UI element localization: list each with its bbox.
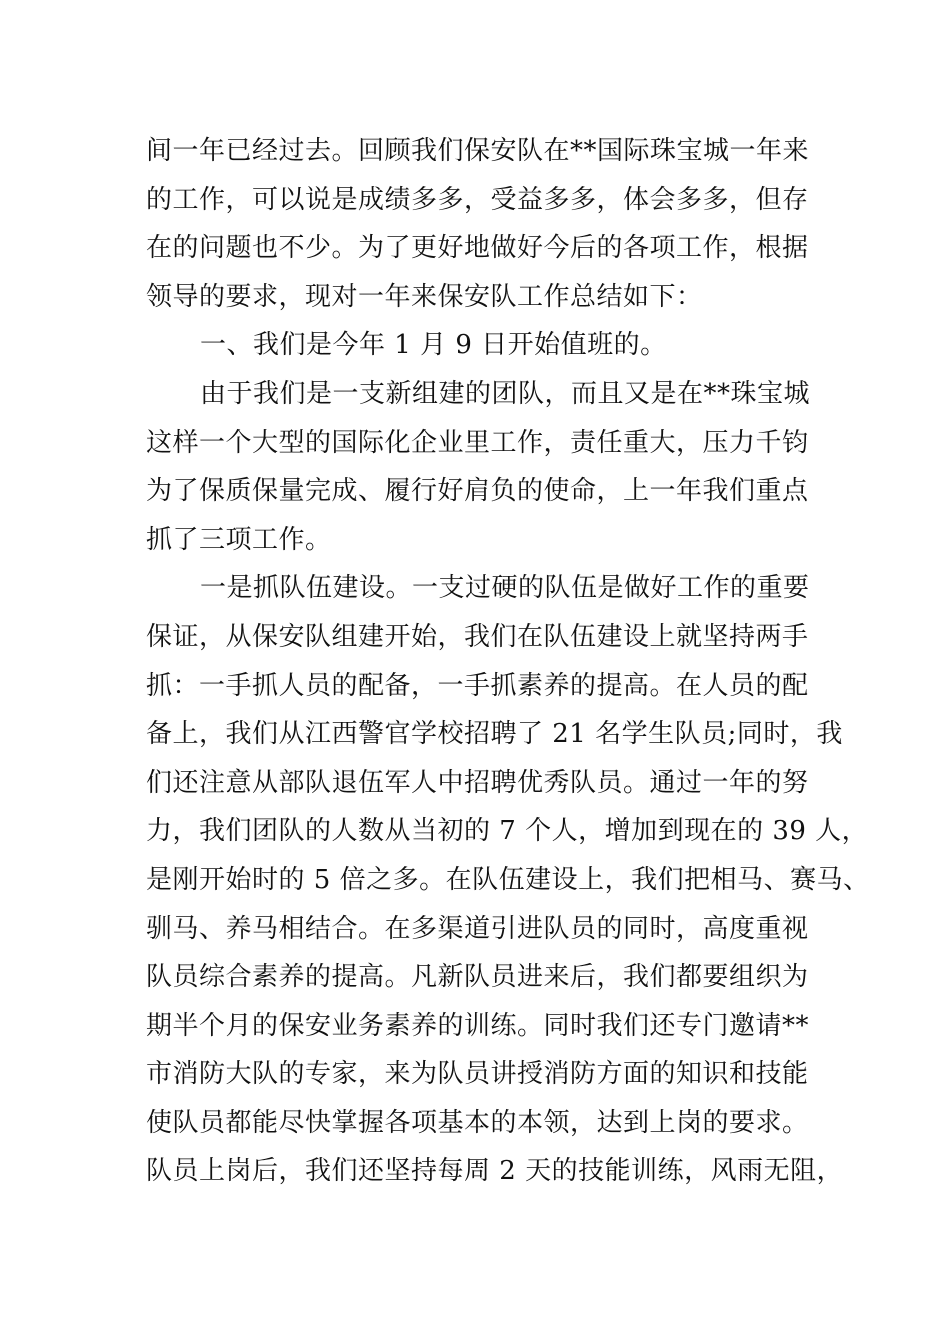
text-line: 力，我们团队的人数从当初的 7 个人，增加到现在的 39 人， <box>146 816 869 847</box>
text-line: 期半个月的保安业务素养的训练。同时我们还专门邀请** <box>146 1010 810 1041</box>
text-line: 驯马、养马相结合。在多渠道引进队员的同时，高度重视 <box>146 913 809 944</box>
text-line: 这样一个大型的国际化企业里工作，责任重大，压力千钧 <box>146 427 809 458</box>
text-line: 为了保质保量完成、履行好肩负的使命，上一年我们重点 <box>146 476 809 507</box>
text-line: 领导的要求，现对一年来保安队工作总结如下： <box>146 281 703 312</box>
section-heading: 一、我们是今年 1 月 9 日开始值班的。 <box>200 330 667 361</box>
text-line: 由于我们是一支新组建的团队，而且又是在**珠宝城 <box>200 378 811 409</box>
text-line: 一是抓队伍建设。一支过硬的队伍是做好工作的重要 <box>200 573 810 604</box>
text-line: 队员上岗后，我们还坚持每周 2 天的技能训练，风雨无阻， <box>146 1156 844 1187</box>
text-line: 们还注意从部队退伍军人中招聘优秀队员。通过一年的努 <box>146 767 809 798</box>
text-line: 抓了三项工作。 <box>146 524 332 555</box>
text-line: 是刚开始时的 5 倍之多。在队伍建设上，我们把相马、赛马、 <box>146 864 870 895</box>
text-line: 间一年已经过去。回顾我们保安队在**国际珠宝城一年来 <box>146 136 810 166</box>
text-line: 备上，我们从江西警官学校招聘了 21 名学生队员;同时，我 <box>146 719 843 750</box>
text-line: 抓：一手抓人员的配备，一手抓素养的提高。在人员的配 <box>146 670 809 701</box>
text-line: 的工作，可以说是成绩多多，受益多多，体会多多，但存 <box>146 184 809 215</box>
document-body <box>146 127 870 1196</box>
text-line: 使队员都能尽快掌握各项基本的本领，达到上岗的要求。 <box>146 1107 809 1138</box>
text-line: 队员综合素养的提高。凡新队员进来后，我们都要组织为 <box>146 962 809 993</box>
text-line: 市消防大队的专家，来为队员讲授消防方面的知识和技能 <box>146 1059 809 1090</box>
text-line: 在的问题也不少。为了更好地做好今后的各项工作，根据 <box>146 233 809 264</box>
text-line: 保证，从保安队组建开始，我们在队伍建设上就坚持两手 <box>146 621 809 652</box>
